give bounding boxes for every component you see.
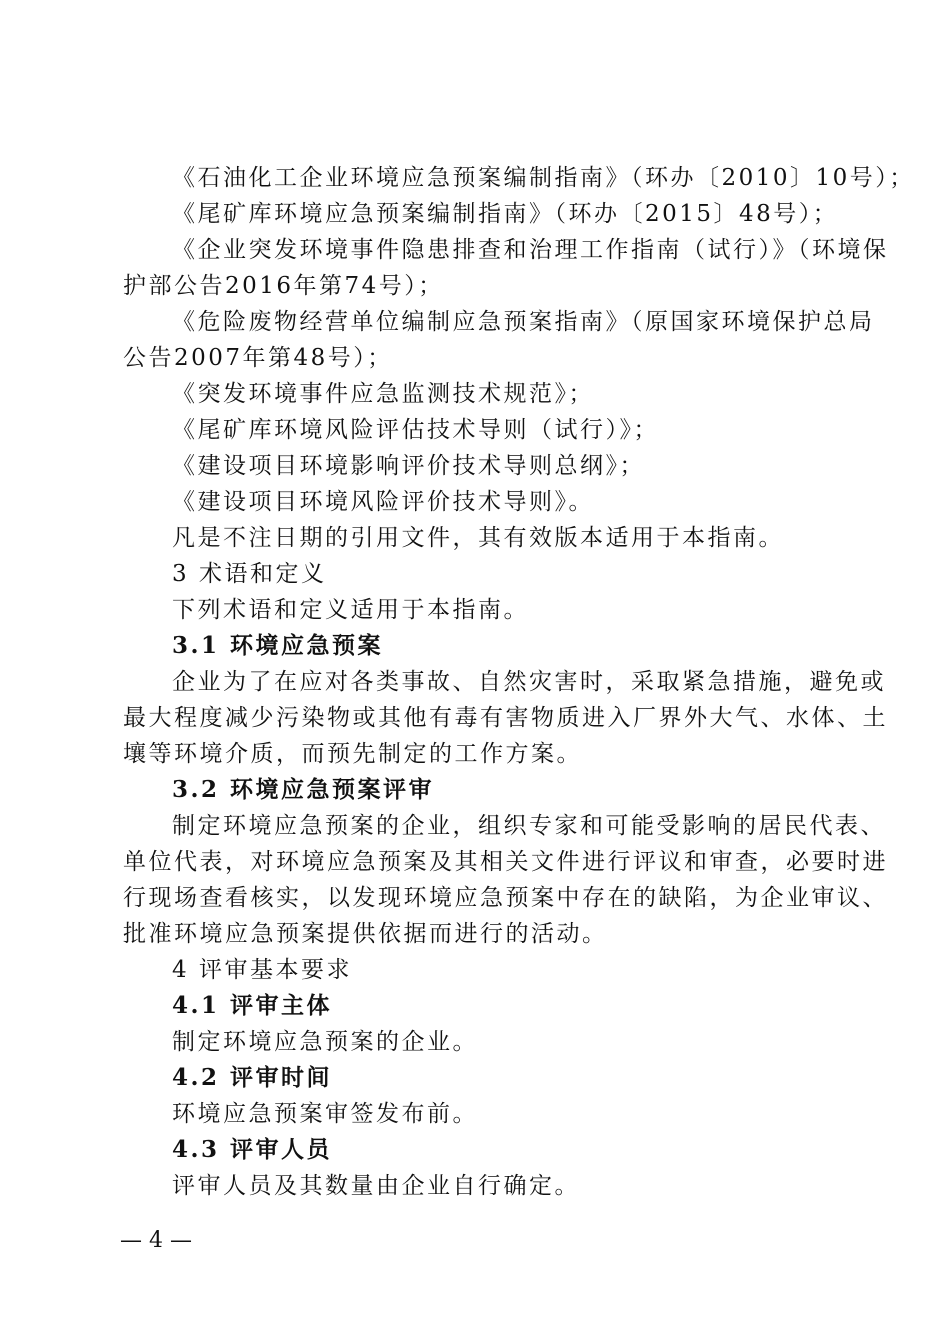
- reference-hazard-investigation-cont: 护部公告2016年第74号）；: [123, 273, 444, 299]
- section-4-heading: 4 评审基本要求: [172, 957, 352, 983]
- section-3-intro: 下列术语和定义适用于本指南。: [172, 597, 529, 623]
- section-3-2-para-line-2: 单位代表，对环境应急预案及其相关文件进行评议和审查，必要时进: [123, 849, 888, 875]
- section-3-2-para-line-3: 行现场查看核实，以发现环境应急预案中存在的缺陷，为企业审议、: [123, 885, 888, 911]
- reference-petrochemical: 《石油化工企业环境应急预案编制指南》（环办〔2010〕10号）；: [172, 165, 915, 191]
- section-3-1-para-line-1: 企业为了在应对各类事故、自然灾害时，采取紧急措施，避免或: [172, 669, 886, 695]
- section-4-2-text: 环境应急预案审签发布前。: [172, 1101, 478, 1127]
- section-3-1-heading: 3.1 环境应急预案: [172, 632, 384, 659]
- section-3-1-para-line-3: 壤等环境介质，而预先制定的工作方案。: [123, 741, 582, 767]
- section-3-1-para-line-2: 最大程度减少污染物或其他有毒有害物质进入厂界外大气、水体、土: [123, 705, 888, 731]
- undated-references-note: 凡是不注日期的引用文件，其有效版本适用于本指南。: [172, 525, 784, 551]
- reference-tailings-plan: 《尾矿库环境应急预案编制指南》（环办〔2015〕48号）；: [172, 201, 839, 227]
- reference-tailings-risk: 《尾矿库环境风险评估技术导则（试行）》；: [172, 417, 659, 443]
- section-3-2-para-line-4: 批准环境应急预案提供依据而进行的活动。: [123, 921, 608, 947]
- section-4-1-text: 制定环境应急预案的企业。: [172, 1029, 478, 1055]
- section-4-2-heading: 4.2 评审时间: [172, 1064, 333, 1091]
- reference-hazard-investigation: 《企业突发环境事件隐患排查和治理工作指南（试行）》（环境保: [172, 237, 889, 263]
- reference-eia-general: 《建设项目环境影响评价技术导则总纲》；: [172, 453, 645, 479]
- reference-hazardous-waste: 《危险废物经营单位编制应急预案指南》（原国家环境保护总局: [172, 309, 875, 335]
- section-3-heading: 3 术语和定义: [172, 561, 327, 587]
- section-3-2-para-line-1: 制定环境应急预案的企业，组织专家和可能受影响的居民代表、: [172, 813, 886, 839]
- reference-eia-risk: 《建设项目环境风险评价技术导则》。: [172, 489, 594, 515]
- page-number: — 4 —: [120, 1228, 192, 1253]
- section-4-3-text: 评审人员及其数量由企业自行确定。: [172, 1173, 580, 1199]
- section-4-3-heading: 4.3 评审人员: [172, 1136, 333, 1163]
- reference-hazardous-waste-cont: 公告2007年第48号）；: [123, 345, 393, 371]
- section-4-1-heading: 4.1 评审主体: [172, 992, 333, 1019]
- section-3-2-heading: 3.2 环境应急预案评审: [172, 776, 435, 803]
- reference-monitoring: 《突发环境事件应急监测技术规范》；: [172, 381, 594, 407]
